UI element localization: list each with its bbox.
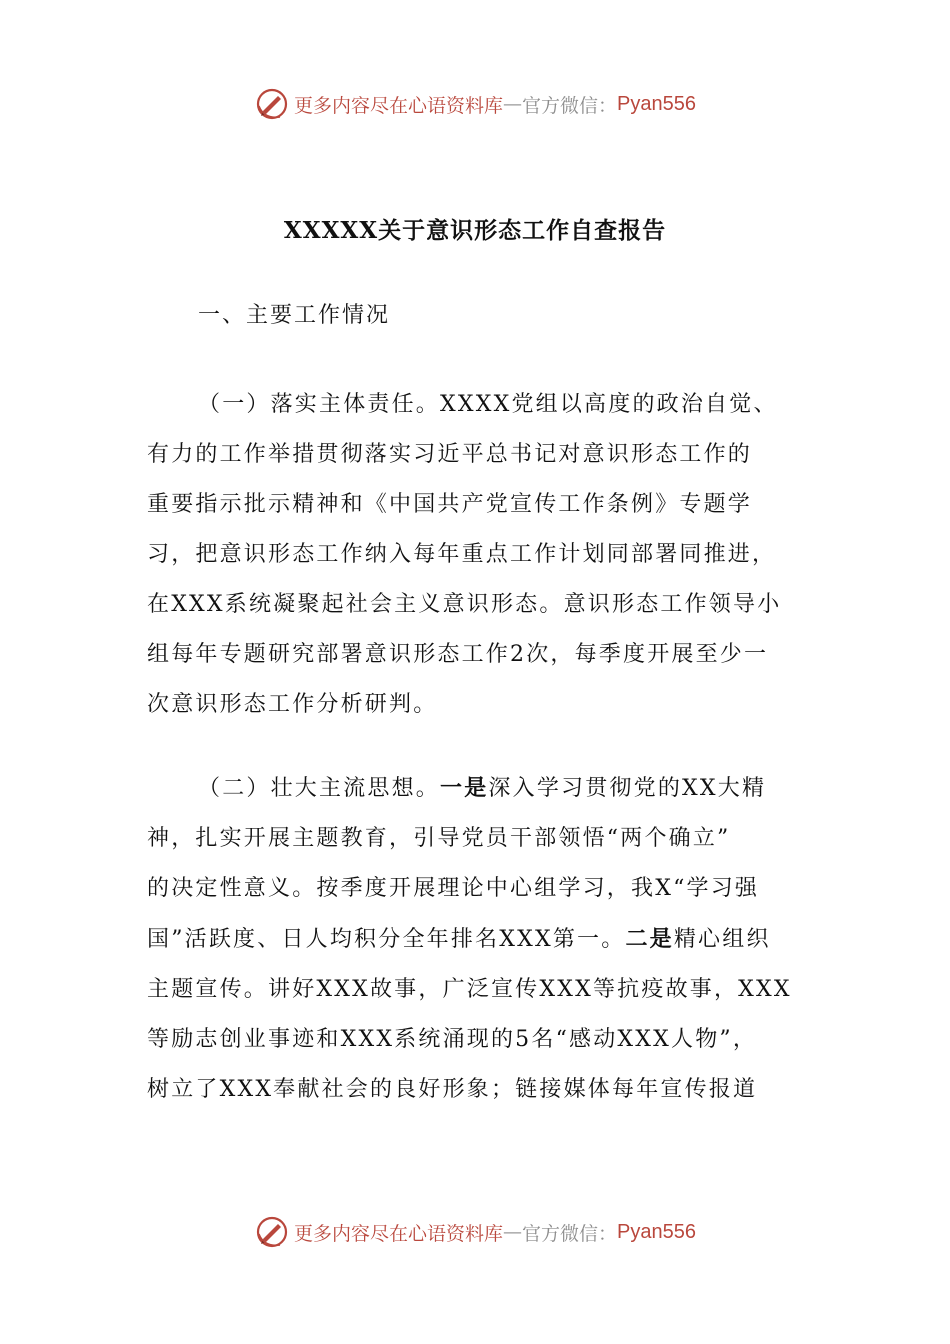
- paragraph-line: 组每年专题研究部署意识形态工作2次，每季度开展至少一: [147, 642, 769, 667]
- paragraph-line: 主题宣传。讲好XXX故事，广泛宣传XXX等抗疫故事，XXX: [147, 977, 792, 1002]
- pen-circle-logo-icon: [254, 1214, 290, 1250]
- paragraph-text: 国”活跃度、日人均积分全年排名XXX第一。: [147, 927, 626, 952]
- paragraph-text: 精心组织: [673, 927, 771, 952]
- paragraph-line: 有力的工作举措贯彻落实习近平总书记对意识形态工作的: [147, 442, 753, 467]
- watermark-sub-text: 官方微信：: [522, 94, 618, 117]
- paragraph-line: （一）落实主体责任。XXXX党组以高度的政治自觉、: [198, 392, 778, 417]
- watermark-sub-text: 官方微信：: [522, 1222, 618, 1245]
- emphasis-first: 一是: [440, 775, 489, 801]
- paragraph-mainstream-thought: [147, 763, 807, 1115]
- watermark-main-text: 更多内容尽在心语资料库: [294, 94, 504, 117]
- paragraph-line: [147, 914, 807, 965]
- document-title: XXXXX关于意识形态工作自查报告: [283, 217, 667, 244]
- paragraph-text: 深入学习贯彻党的XX大精: [488, 776, 767, 801]
- paragraph-line: 神，扎实开展主题教育，引导党员干部领悟“两个确立”: [147, 826, 731, 851]
- watermark-wechat-id: Pyan556: [617, 92, 696, 115]
- paragraph-line: 习，把意识形态工作纳入每年重点工作计划同部署同推进，: [147, 542, 777, 567]
- watermark-banner-bottom: [0, 1212, 950, 1252]
- paragraph-line: 重要指示批示精神和《中国共产党宣传工作条例》专题学: [147, 492, 753, 517]
- paragraph-line: 的决定性意义。按季度开展理论中心组学习，我X“学习强: [147, 876, 760, 901]
- pen-circle-logo-icon: [254, 86, 290, 122]
- paragraph-line: [147, 763, 807, 814]
- watermark-dash: —: [503, 1221, 523, 1243]
- paragraph-text: （二）壮大主流思想。: [198, 776, 441, 801]
- watermark-banner-top: [0, 84, 950, 124]
- paragraph-line: 在XXX系统凝聚起社会主义意识形态。意识形态工作领导小: [147, 592, 782, 617]
- emphasis-second: 二是: [625, 926, 674, 952]
- watermark-dash: —: [503, 93, 523, 115]
- paragraph-line: 树立了XXX奉献社会的良好形象；链接媒体每年宣传报道: [147, 1077, 758, 1102]
- paragraph-line: 等励志创业事迹和XXX系统涌现的5名“感动XXX人物”，: [147, 1027, 758, 1052]
- paragraph-responsibility: [147, 380, 807, 730]
- section-heading: 一、主要工作情况: [198, 303, 391, 328]
- paragraph-line: 次意识形态工作分析研判。: [147, 692, 438, 717]
- watermark-main-text: 更多内容尽在心语资料库: [294, 1222, 504, 1245]
- watermark-wechat-id: Pyan556: [617, 1220, 696, 1243]
